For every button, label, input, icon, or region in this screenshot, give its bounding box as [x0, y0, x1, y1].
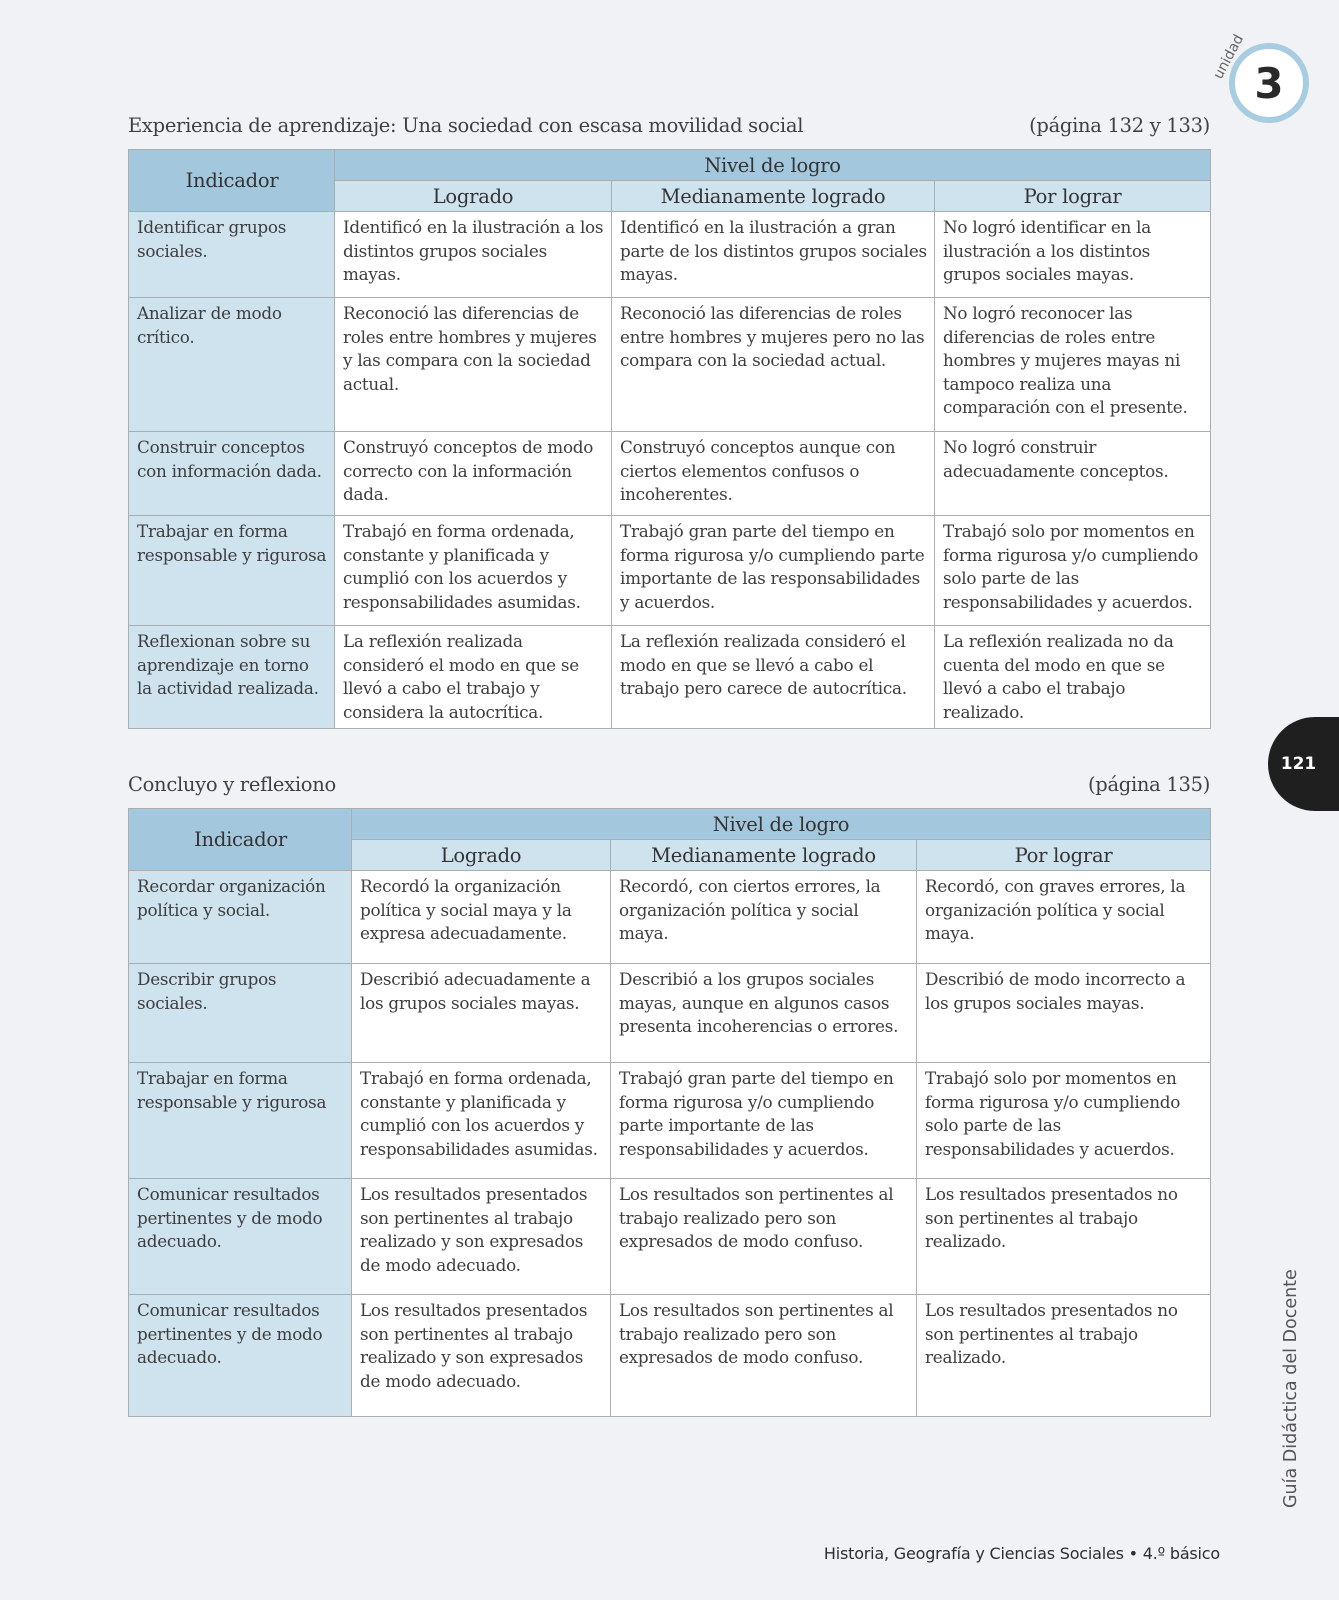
por-lograr-cell: Los resultados presentados no son pertinentes al trabajo realizado.: [917, 1179, 1211, 1295]
indicador-cell: Recordar organización política y social.: [129, 871, 352, 964]
por-lograr-cell: La reflexión realizada no da cuenta del modo en que se llevó a cabo el trabajo realizado.: [935, 626, 1211, 729]
medianamente-cell: La reflexión realizada consideró el modo en que se llevó a cabo el trabajo pero carece de autocrítica.: [612, 626, 935, 729]
header-indicador: Indicador: [129, 150, 335, 212]
section2-title: Concluyo y reflexiono: [128, 773, 336, 796]
section1-heading: [128, 114, 1210, 137]
medianamente-cell: Describió a los grupos sociales mayas, aunque en algunos casos presenta incoherencias o errores.: [611, 964, 917, 1063]
indicador-cell: Comunicar resultados pertinentes y de modo adecuado.: [129, 1295, 352, 1417]
medianamente-cell: Los resultados son pertinentes al trabajo realizado pero son expresados de modo confuso.: [611, 1179, 917, 1295]
rubric-table-1: [128, 149, 1211, 729]
svg-text:unidad: unidad: [1210, 31, 1248, 82]
table-row: [129, 871, 1211, 964]
header-nivel-de-logro: Nivel de logro: [335, 150, 1211, 181]
header-indicador: Indicador: [129, 809, 352, 871]
section2-heading: [128, 773, 1210, 796]
table-row: [129, 1063, 1211, 1179]
table-row: [129, 298, 1211, 432]
por-lograr-cell: No logró reconocer las diferencias de roles entre hombres y mujeres mayas ni tampoco realiza una comparación con el presente.: [935, 298, 1211, 432]
por-lograr-cell: Describió de modo incorrecto a los grupos sociales mayas.: [917, 964, 1211, 1063]
section1-page-ref: (página 132 y 133): [1029, 114, 1210, 137]
header-por-lograr: Por lograr: [917, 840, 1211, 871]
medianamente-cell: Trabajó gran parte del tiempo en forma rigurosa y/o cumpliendo parte importante de las responsabilidades y acuerdos.: [611, 1063, 917, 1179]
medianamente-cell: Reconoció las diferencias de roles entre hombres y mujeres pero no las compara con la sociedad actual.: [612, 298, 935, 432]
unit-number: 3: [1254, 59, 1284, 108]
table-row: [129, 1179, 1211, 1295]
rubric-table-2: [128, 808, 1211, 1417]
medianamente-cell: Recordó, con ciertos errores, la organización política y social maya.: [611, 871, 917, 964]
logrado-cell: Reconoció las diferencias de roles entre hombres y mujeres y las compara con la sociedad actual.: [335, 298, 612, 432]
logrado-cell: La reflexión realizada consideró el modo en que se llevó a cabo el trabajo y considera la autocrítica.: [335, 626, 612, 729]
por-lograr-cell: No logró identificar en la ilustración a los distintos grupos sociales mayas.: [935, 212, 1211, 298]
logrado-cell: Recordó la organización política y social maya y la expresa adecuadamente.: [352, 871, 611, 964]
por-lograr-cell: Los resultados presentados no son pertinentes al trabajo realizado.: [917, 1295, 1211, 1417]
medianamente-cell: Identificó en la ilustración a gran parte de los distintos grupos sociales mayas.: [612, 212, 935, 298]
medianamente-cell: Construyó conceptos aunque con ciertos elementos confusos o incoherentes.: [612, 432, 935, 516]
header-nivel-de-logro: Nivel de logro: [352, 809, 1211, 840]
header-medianamente-logrado: Medianamente logrado: [611, 840, 917, 871]
medianamente-cell: Trabajó gran parte del tiempo en forma rigurosa y/o cumpliendo parte importante de las responsabilidades y acuerdos.: [612, 516, 935, 626]
guide-side-title: Guía Didáctica del Docente: [1281, 1269, 1301, 1508]
section1-title: Experiencia de aprendizaje: Una sociedad con escasa movilidad social: [128, 114, 804, 137]
header-logrado: Logrado: [335, 181, 612, 212]
section2-page-ref: (página 135): [1087, 773, 1210, 796]
header-medianamente-logrado: Medianamente logrado: [612, 181, 935, 212]
footer-subject: Historia, Geografía y Ciencias Sociales • 4.º básico: [823, 1544, 1220, 1563]
por-lograr-cell: No logró construir adecuadamente conceptos.: [935, 432, 1211, 516]
table-row: [129, 964, 1211, 1063]
table-row: [129, 432, 1211, 516]
page-number-tab: 121: [1268, 717, 1339, 811]
logrado-cell: Describió adecuadamente a los grupos sociales mayas.: [352, 964, 611, 1063]
unit-label: [1205, 22, 1265, 92]
indicador-cell: Identificar grupos sociales.: [129, 212, 335, 298]
medianamente-cell: Los resultados son pertinentes al trabajo realizado pero son expresados de modo confuso.: [611, 1295, 917, 1417]
indicador-cell: Reflexionan sobre su aprendizaje en torno la actividad realizada.: [129, 626, 335, 729]
table-row: [129, 626, 1211, 729]
logrado-cell: Identificó en la ilustración a los distintos grupos sociales mayas.: [335, 212, 612, 298]
logrado-cell: Los resultados presentados son pertinentes al trabajo realizado y son expresados de modo adecuado.: [352, 1179, 611, 1295]
logrado-cell: Construyó conceptos de modo correcto con la información dada.: [335, 432, 612, 516]
logrado-cell: Trabajó en forma ordenada, constante y planificada y cumplió con los acuerdos y responsabilidades asumidas.: [352, 1063, 611, 1179]
logrado-cell: Los resultados presentados son pertinentes al trabajo realizado y son expresados de modo adecuado.: [352, 1295, 611, 1417]
table-row: [129, 516, 1211, 626]
logrado-cell: Trabajó en forma ordenada, constante y planificada y cumplió con los acuerdos y responsabilidades asumidas.: [335, 516, 612, 626]
indicador-cell: Analizar de modo crítico.: [129, 298, 335, 432]
table-row: [129, 212, 1211, 298]
indicador-cell: Construir conceptos con información dada.: [129, 432, 335, 516]
table-row: [129, 1295, 1211, 1417]
indicador-cell: Trabajar en forma responsable y rigurosa: [129, 516, 335, 626]
por-lograr-cell: Trabajó solo por momentos en forma rigurosa y/o cumpliendo solo parte de las responsabilidades y acuerdos.: [917, 1063, 1211, 1179]
header-logrado: Logrado: [352, 840, 611, 871]
header-por-lograr: Por lograr: [935, 181, 1211, 212]
por-lograr-cell: Recordó, con graves errores, la organización política y social maya.: [917, 871, 1211, 964]
indicador-cell: Comunicar resultados pertinentes y de modo adecuado.: [129, 1179, 352, 1295]
indicador-cell: Describir grupos sociales.: [129, 964, 352, 1063]
por-lograr-cell: Trabajó solo por momentos en forma rigurosa y/o cumpliendo solo parte de las responsabilidades y acuerdos.: [935, 516, 1211, 626]
indicador-cell: Trabajar en forma responsable y rigurosa: [129, 1063, 352, 1179]
